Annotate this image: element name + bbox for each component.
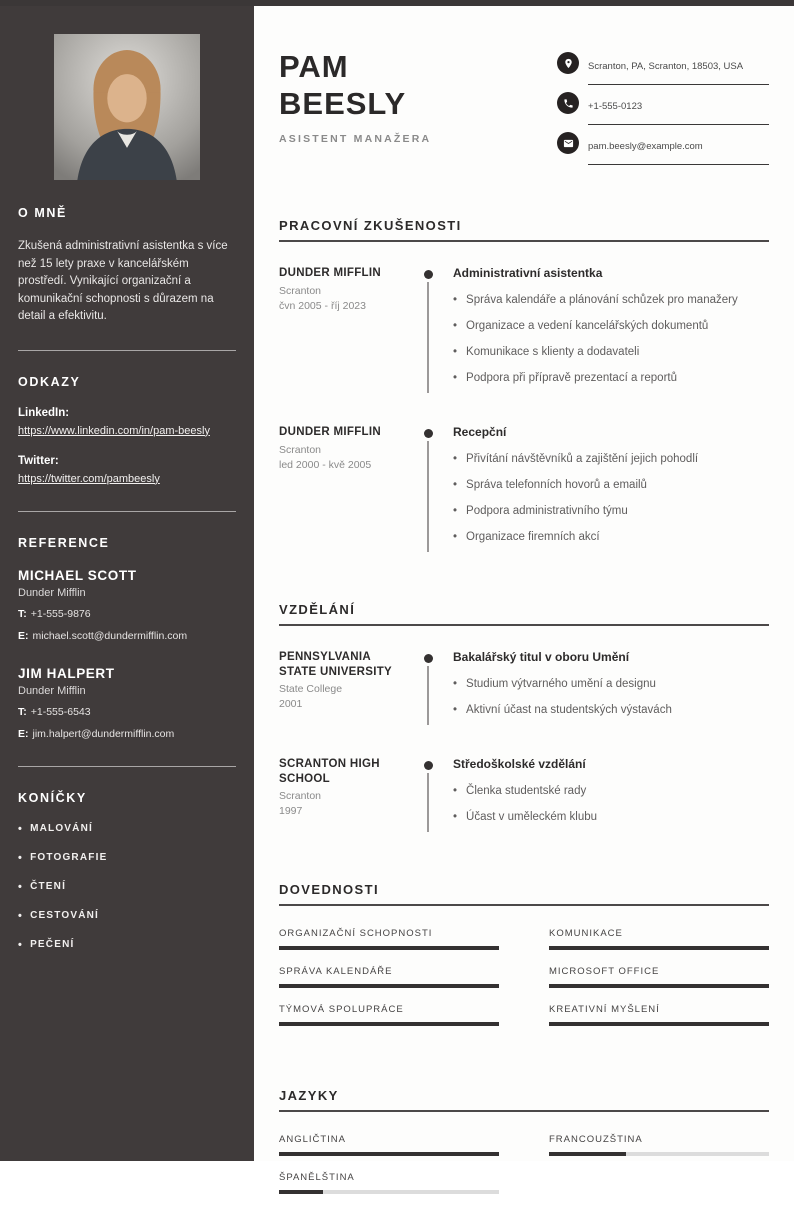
skill-item [279,928,499,950]
profile-photo-wrap [18,34,236,180]
reference-email: jim.halpert@dundermifflin.com [32,728,175,740]
bullet-item [453,504,769,518]
linkedin-label: LinkedIn: [18,406,70,419]
skill-bar-fill [549,946,769,950]
language-item [549,1134,769,1156]
bullet-item [453,293,769,307]
links-title: ODKAZY [18,374,81,389]
first-name: PAM [279,49,349,84]
bullet-icon: • [453,346,458,358]
language-bar-track [549,1152,769,1156]
bullet-icon: • [453,320,458,332]
job-bullets [453,293,769,385]
reference-item [18,666,236,742]
company-name: DUNDER MIFFLIN [279,267,381,279]
school-name: SCRANTON HIGH SCHOOL [279,758,380,785]
email-label: E: [18,728,29,740]
skill-item [549,966,769,988]
timeline [415,650,441,729]
hobby-label: CESTOVÁNÍ [30,910,100,921]
bullet-text: Správa kalendáře a plánování schůzek pro manažery [466,294,738,306]
bullet-icon: • [453,811,458,823]
language-bar-track [279,1190,499,1194]
top-accent-strip [0,0,794,6]
language-item [279,1172,499,1194]
reference-item [18,568,236,644]
bullet-text: Podpora administrativního týmu [466,505,628,517]
sidebar-section-links [18,350,236,487]
references-title: REFERENCE [18,535,110,550]
experience-entry [279,425,769,556]
phone-label: T: [18,607,27,620]
skill-label: ORGANIZAČNÍ SCHOPNOSTI [279,928,433,939]
bullet-text: Aktivní účast na studentských výstavách [466,704,672,716]
company-name: DUNDER MIFFLIN [279,426,381,438]
bullet-icon: • [18,909,24,922]
skills-title: DOVEDNOSTI [279,882,769,906]
skill-label: SPRÁVA KALENDÁŘE [279,966,393,977]
skill-item [279,1004,499,1026]
bullet-text: Účast v uměleckém klubu [466,811,598,823]
entry-meta [279,266,415,397]
bullet-icon: • [453,372,458,384]
skill-bar-track [549,984,769,988]
education-entry [279,650,769,729]
education-title: VZDĚLÁNÍ [279,602,769,626]
bullet-item [453,478,769,492]
linkedin-link[interactable]: https://www.linkedin.com/in/pam-beesly [18,424,210,437]
timeline-dot [424,429,433,438]
graduation-year: 1997 [279,805,303,817]
contact-text-wrap [588,52,769,85]
education-bullets [453,677,769,717]
reference-email-row [18,727,236,742]
bullet-text: Členka studentské rady [466,785,587,797]
hobby-label: FOTOGRAFIE [30,852,108,863]
skill-bar-fill [279,984,499,988]
bullet-icon: • [453,479,458,491]
degree-title: Bakalářský titul v oboru Umění [453,650,630,664]
contact-phone: +1-555-0123 [588,101,643,112]
skill-bar-track [279,1022,499,1026]
skills-grid [279,928,769,1042]
profile-photo [54,34,200,180]
bullet-item [453,345,769,359]
reference-company: Dunder Mifflin [18,586,86,599]
sidebar [0,0,254,1161]
skill-bar-fill [549,1022,769,1026]
hobby-label: ČTENÍ [30,881,67,892]
contact-row-email [557,132,769,165]
skill-bar-track [279,984,499,988]
skill-item [549,1004,769,1026]
contact-text-wrap [588,132,769,165]
bullet-text: Studium výtvarného umění a designu [466,678,656,690]
language-bar-fill [549,1152,626,1156]
timeline-line [427,773,429,832]
bullet-text: Organizace a vedení kancelářských dokumentů [466,320,709,332]
bullet-item [453,784,769,798]
about-title: O MNĚ [18,206,67,220]
email-label: E: [18,630,29,642]
education-bullets [453,784,769,824]
language-bar-track [279,1152,499,1156]
reference-phone: +1-555-6543 [30,705,91,718]
twitter-label: Twitter: [18,454,59,467]
bullet-icon: • [453,678,458,690]
reference-company: Dunder Mifflin [18,684,86,697]
entry-meta [279,425,415,556]
entry-meta [279,650,415,729]
timeline-dot [424,654,433,663]
header [279,48,769,172]
person-portrait-icon [54,34,200,180]
bullet-icon: • [453,531,458,543]
sidebar-section-hobbies [18,766,236,951]
skill-bar-track [549,946,769,950]
bullet-item [453,452,769,466]
timeline [415,266,441,397]
entry-meta [279,757,415,836]
bullet-text: Komunikace s klienty a dodavateli [466,346,640,358]
bullet-icon: • [18,938,24,951]
last-name: BEESLY [279,86,407,122]
skill-bar-fill [279,1022,499,1026]
employment-dates: čvn 2005 - říj 2023 [279,299,366,312]
hobby-label: PEČENÍ [30,939,75,950]
email-icon [557,132,579,154]
timeline-dot [424,761,433,770]
skill-bar-track [549,1022,769,1026]
language-label: ANGLIČTINA [279,1134,347,1145]
bullet-text: Správa telefonních hovorů a emailů [466,479,647,491]
company-location: Scranton [279,443,322,456]
hobby-label: MALOVÁNÍ [30,823,93,834]
skill-bar-fill [549,984,769,988]
education-entry [279,757,769,836]
reference-name: MICHAEL SCOTT [18,567,137,583]
role-title: Recepční [453,425,507,439]
skill-label: KOMUNIKACE [549,928,623,939]
timeline [415,757,441,836]
timeline-line [427,666,429,725]
skill-label: KREATIVNÍ MYŠLENÍ [549,1004,660,1015]
hobby-item [18,823,236,835]
language-bar-fill [279,1152,499,1156]
contact-row-phone [557,92,769,125]
bullet-item [453,371,769,385]
location-icon [557,52,579,74]
bullet-icon: • [18,880,24,893]
language-bar-fill [279,1190,323,1194]
hobby-item [18,910,236,922]
section-skills [279,882,769,1042]
experience-entry [279,266,769,397]
name-block [279,48,431,172]
timeline-dot [424,270,433,279]
languages-title: JAZYKY [279,1088,769,1112]
bullet-icon: • [453,505,458,517]
reference-email: michael.scott@dundermifflin.com [32,630,188,642]
bullet-item [453,530,769,544]
skill-label: TÝMOVÁ SPOLUPRÁCE [279,1004,404,1015]
bullet-text: Organizace firemních akcí [466,531,600,543]
skill-label: MICROSOFT OFFICE [549,966,660,977]
bullet-text: Podpora při přípravě prezentací a reportů [466,372,677,384]
timeline-line [427,282,429,393]
employment-dates: led 2000 - kvě 2005 [279,458,372,471]
job-title: ASISTENT MANAŽERA [279,133,432,146]
entry-body [441,650,769,729]
link-item-linkedin [18,407,236,439]
contact-email: pam.beesly@example.com [588,141,703,152]
bullet-icon: • [18,822,24,835]
bullet-icon: • [453,294,458,306]
skill-item [279,966,499,988]
hobbies-title: KONÍČKY [18,790,87,805]
skill-bar-track [279,946,499,950]
reference-phone: +1-555-9876 [30,607,91,620]
sidebar-section-about [18,206,236,326]
contact-row-location [557,52,769,85]
link-item-twitter [18,455,236,487]
language-label: FRANCOUZŠTINA [549,1134,643,1145]
role-title: Administrativní asistentka [453,266,603,280]
contact-location: Scranton, PA, Scranton, 18503, USA [588,61,744,72]
contact-block [557,52,769,172]
skill-item [549,928,769,950]
reference-phone-row [18,705,236,720]
section-education [279,602,769,836]
experience-title: PRACOVNÍ ZKUŠENOSTI [279,218,769,242]
entry-body [441,425,769,556]
school-location: Scranton [279,790,322,802]
sidebar-section-references [18,511,236,742]
about-text: Zkušená administrativní asistentka s více než 15 lety praxe v kancelářském prostředí. Vynikající organizační a komunikační schopnosti s důrazem na detail a efektivitu. [18,240,228,322]
section-languages [279,1088,769,1210]
bullet-item [453,677,769,691]
timeline [415,425,441,556]
contact-text-wrap [588,92,769,125]
bullet-item [453,319,769,333]
bullet-item [453,810,769,824]
reference-email-row [18,629,236,644]
school-name: PENNSYLVANIA STATE UNIVERSITY [279,651,392,678]
timeline-line [427,441,429,552]
job-bullets [453,452,769,544]
hobby-item [18,939,236,951]
bullet-icon: • [453,704,458,716]
bullet-icon: • [453,785,458,797]
bullet-icon: • [18,851,24,864]
reference-phone-row [18,607,236,622]
hobby-item [18,852,236,864]
graduation-year: 2001 [279,698,303,710]
bullet-text: Přivítání návštěvníků a zajištění jejich pohodlí [466,453,699,465]
company-location: Scranton [279,284,322,297]
bullet-item [453,703,769,717]
language-label: ŠPANĚLŠTINA [279,1172,355,1183]
hobby-item [18,881,236,893]
main-content [254,0,794,1183]
school-location: State College [279,683,343,695]
section-experience [279,218,769,556]
skill-bar-fill [279,946,499,950]
language-item [279,1134,499,1156]
languages-grid [279,1134,769,1210]
reference-name: JIM HALPERT [18,665,115,681]
phone-label: T: [18,705,27,718]
degree-title: Středoškolské vzdělání [453,757,586,771]
bullet-icon: • [453,453,458,465]
phone-icon [557,92,579,114]
entry-body [441,266,769,397]
twitter-link[interactable]: https://twitter.com/pambeesly [18,472,160,485]
entry-body [441,757,769,836]
